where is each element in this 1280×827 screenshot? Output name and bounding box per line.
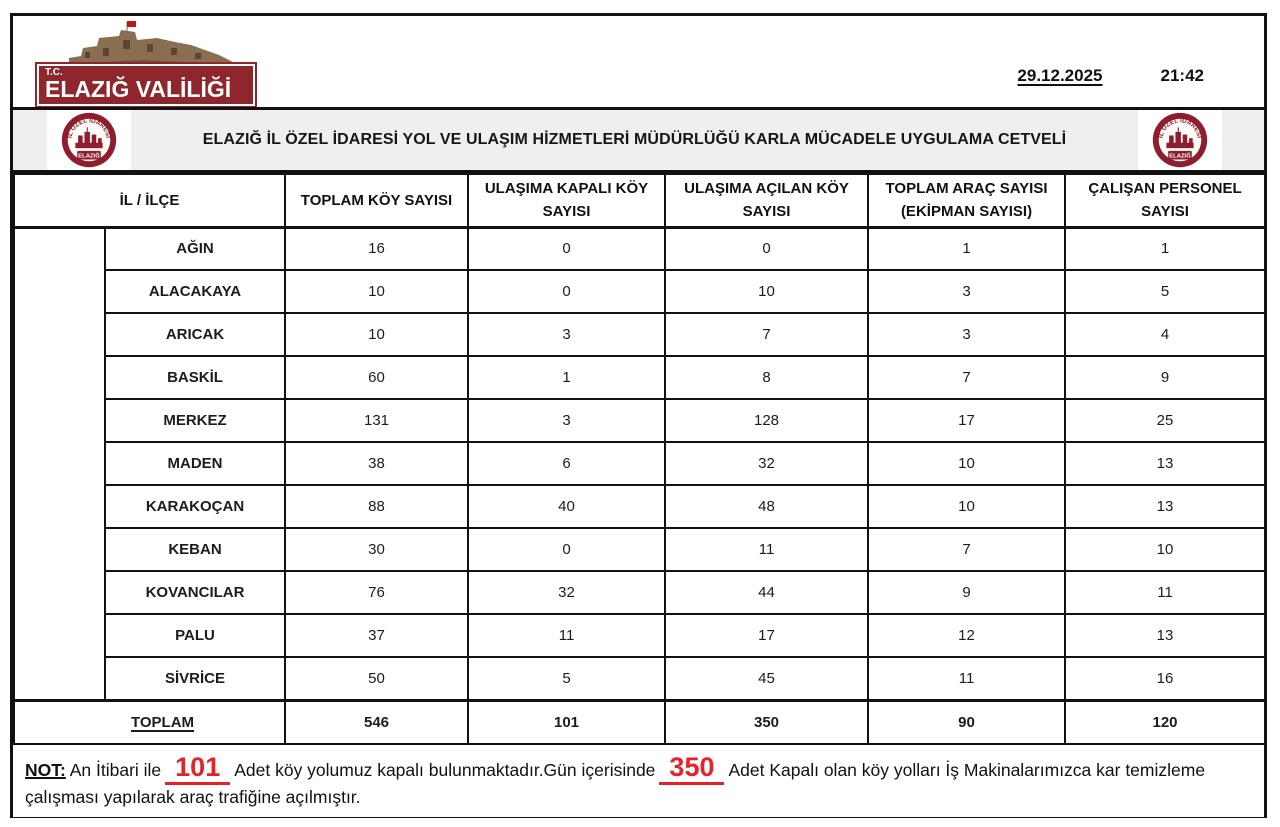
note-section [13,745,1264,817]
total-value-cell: 350 [665,700,868,744]
title-band [13,107,1264,173]
total-value-cell: 101 [468,700,665,744]
value-cell: 10 [285,313,468,356]
value-cell: 32 [468,571,665,614]
value-cell: 88 [285,485,468,528]
table-row [14,227,1265,270]
value-cell: 3 [468,313,665,356]
column-header-arac-sayisi: TOPLAM ARAÇ SAYISI (EKİPMAN SAYISI) [868,174,1065,227]
closed-count-highlight: 101 [165,752,230,785]
agency-prefix: T.C. [45,67,63,78]
value-cell: 40 [468,485,665,528]
value-cell: 17 [665,614,868,657]
province-label: ELAZIĞ [42,402,76,525]
value-cell: 44 [665,571,868,614]
value-cell: 12 [868,614,1065,657]
value-cell: 3 [868,313,1065,356]
value-cell: 1 [468,356,665,399]
district-cell: AĞIN [105,227,285,270]
district-cell: KARAKOÇAN [105,485,285,528]
value-cell: 11 [868,657,1065,700]
value-cell: 17 [868,399,1065,442]
note-text-part3: Adet Kapalı olan köy yolları İş Makinalarımızca kar temizleme çalışması yapılarak araç trafiğine açılmıştır. [25,760,1206,808]
value-cell: 1 [868,227,1065,270]
value-cell: 11 [665,528,868,571]
value-cell: 3 [468,399,665,442]
governorship-logo [35,20,265,106]
agency-banner [37,64,255,106]
value-cell: 8 [665,356,868,399]
district-cell: ARICAK [105,313,285,356]
report-date: 29.12.2025 [1017,66,1103,85]
emblem-top-text: İL ÖZEL İDARESİ [1157,117,1203,139]
value-cell: 0 [468,227,665,270]
table-row [14,528,1265,571]
district-cell: ALACAKAYA [105,270,285,313]
total-value-cell: 546 [285,700,468,744]
table-header-row [14,174,1265,227]
value-cell: 38 [285,442,468,485]
value-cell: 7 [665,313,868,356]
table-row [14,657,1265,700]
value-cell: 45 [665,657,868,700]
provincial-emblem-left [47,110,131,170]
district-cell: KEBAN [105,528,285,571]
district-cell: MADEN [105,442,285,485]
total-value-cell: 120 [1065,700,1265,744]
value-cell: 10 [285,270,468,313]
table-row [14,614,1265,657]
note-label: NOT: [25,760,66,780]
value-cell: 10 [868,442,1065,485]
report-title: ELAZIĞ İL ÖZEL İDARESİ YOL VE ULAŞIM HİZMETLERİ MÜDÜRLÜĞÜ KARLA MÜCADELE UYGULAMA CETVELİ [202,131,1067,148]
table-row [14,356,1265,399]
total-value-cell: 90 [868,700,1065,744]
province-band [14,227,105,700]
value-cell: 0 [665,227,868,270]
opened-count-highlight: 350 [659,752,724,785]
value-cell: 7 [868,528,1065,571]
emblem-bottom-text: ELAZIĞ [1169,153,1191,160]
value-cell: 13 [1065,485,1265,528]
value-cell: 10 [1065,528,1265,571]
value-cell: 10 [665,270,868,313]
column-header-toplam-koy: TOPLAM KÖY SAYISI [285,174,468,227]
column-header-il-ilce: İL / İLÇE [14,174,285,227]
value-cell: 50 [285,657,468,700]
value-cell: 13 [1065,442,1265,485]
value-cell: 60 [285,356,468,399]
top-header-band [13,16,1264,107]
value-cell: 37 [285,614,468,657]
column-header-kapali-koy: ULAŞIMA KAPALI KÖY SAYISI [468,174,665,227]
snow-removal-report-page [10,13,1267,818]
table-row [14,313,1265,356]
value-cell: 128 [665,399,868,442]
agency-name: ELAZIĞ VALİLİĞİ [45,76,232,102]
value-cell: 9 [1065,356,1265,399]
value-cell: 5 [1065,270,1265,313]
value-cell: 30 [285,528,468,571]
district-cell: KOVANCILAR [105,571,285,614]
total-label-cell [14,700,285,744]
value-cell: 48 [665,485,868,528]
report-datetime [1017,66,1204,86]
value-cell: 16 [1065,657,1265,700]
value-cell: 0 [468,528,665,571]
value-cell: 5 [468,657,665,700]
emblem-bottom-text: ELAZIĞ [78,153,100,160]
value-cell: 10 [868,485,1065,528]
table-row [14,270,1265,313]
total-row [14,700,1265,744]
value-cell: 3 [868,270,1065,313]
value-cell: 13 [1065,614,1265,657]
table-row [14,442,1265,485]
value-cell: 7 [868,356,1065,399]
table-row [14,485,1265,528]
provincial-emblem-icon [1151,111,1209,169]
district-cell: MERKEZ [105,399,285,442]
total-label: TOPLAM [130,713,195,731]
value-cell: 4 [1065,313,1265,356]
district-cell: SİVRİCE [105,657,285,700]
value-cell: 0 [468,270,665,313]
value-cell: 11 [1065,571,1265,614]
column-header-personel: ÇALIŞAN PERSONEL SAYISI [1065,174,1265,227]
note-text-part2: Adet köy yolumuz kapalı bulunmaktadır.Gün içerisinde [234,760,656,780]
table-row [14,571,1265,614]
district-cell: PALU [105,614,285,657]
report-time: 21:42 [1160,66,1204,85]
value-cell: 6 [468,442,665,485]
emblem-top-text: İL ÖZEL İDARESİ [66,117,112,139]
value-cell: 76 [285,571,468,614]
provincial-emblem-right [1138,110,1222,170]
provincial-emblem-icon [60,111,118,169]
value-cell: 9 [868,571,1065,614]
column-header-acilan-koy: ULAŞIMA AÇILAN KÖY SAYISI [665,174,868,227]
value-cell: 131 [285,399,468,442]
value-cell: 11 [468,614,665,657]
table-row [14,399,1265,442]
district-cell: BASKİL [105,356,285,399]
value-cell: 32 [665,442,868,485]
note-text-part1: An İtibari ile [65,760,162,780]
snow-removal-table [13,173,1266,745]
value-cell: 1 [1065,227,1265,270]
value-cell: 16 [285,227,468,270]
value-cell: 25 [1065,399,1265,442]
